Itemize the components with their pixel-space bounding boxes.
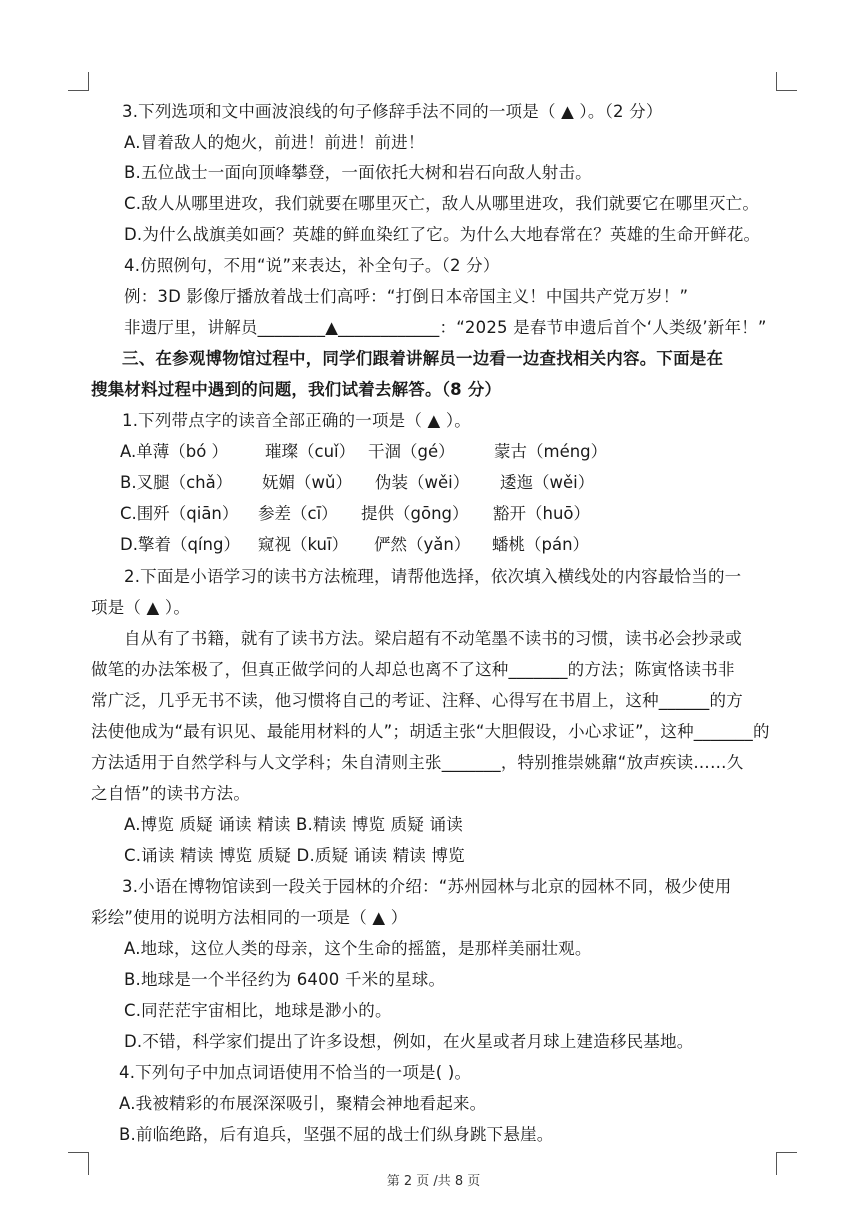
question-2-stem-cont: 项是（ ▲ ）。 (91, 598, 191, 617)
pinyin-cell: 豁开（huō） (493, 504, 591, 523)
question-3b-stem-cont: 彩绘”使用的说明方法相同的一项是（ ▲ ） (91, 908, 408, 927)
pinyin-cell: 提供（gōng） (361, 504, 469, 523)
pinyin-cell: 璀璨（cuǐ） (265, 442, 356, 461)
pinyin-cell: B.叉腿（chǎ） (120, 473, 233, 492)
question-3b-stem: 3.小语在博物馆读到一段关于园林的介绍：“苏州园林与北京的园林不同，极少使用 (122, 877, 732, 896)
passage-line: 法使他成为“最有识见、最能用材料的人”；胡适主张“大胆假设，小心求证”，这种_______的 (91, 722, 770, 741)
pinyin-cell: 干涸（gé） (368, 442, 455, 461)
q2-options-ab: A.博览 质疑 诵读 精读 B.精读 博览 质疑 诵读 (124, 815, 463, 834)
question-1-stem: 1.下列带点字的读音全部正确的一项是（ ▲ ）。 (122, 411, 471, 430)
q3b-option-c: C.同茫茫宇宙相比，地球是渺小的。 (124, 1001, 392, 1020)
pinyin-cell: 蒙古（méng） (494, 442, 608, 461)
q3-option-b: B.五位战士一面向顶峰攀登，一面依托大树和岩石向敌人射击。 (124, 163, 592, 182)
pinyin-cell: C.围歼（qiān） (120, 504, 239, 523)
page-number-footer: 第 2 页 /共 8 页 (386, 1174, 481, 1189)
q4-blank-sentence: 非遗厅里，讲解员________▲____________：“2025 是春节申遗后首个‘人类级’新年！” (124, 318, 767, 337)
q4-example: 例：3D 影像厅播放着战士们高呼：“打倒日本帝国主义！中国共产党万岁！” (124, 287, 689, 306)
section-3-heading-cont: 搜集材料过程中遇到的问题，我们试着去解答。（8 分） (91, 380, 502, 399)
pinyin-cell: 逶迤（wěi） (500, 473, 595, 492)
passage-line: 之自悟”的读书方法。 (91, 784, 251, 803)
section-3-heading: 三、在参观博物馆过程中，同学们跟着讲解员一边看一边查找相关内容。下面是在 (122, 349, 724, 368)
q3-option-c: C.敌人从哪里进攻，我们就要在哪里灭亡，敌人从哪里进攻，我们就要它在哪里灭亡。 (124, 194, 760, 213)
question-4b-stem: 4.下列句子中加点词语使用不恰当的一项是( )。 (119, 1063, 472, 1082)
passage-line: 方法适用于自然学科与人文学科；朱自清则主张_______，特别推崇姚鼐“放声疾读……久 (91, 753, 744, 772)
pinyin-cell: 伪装（wěi） (375, 473, 470, 492)
q3-option-d: D.为什么战旗美如画？英雄的鲜血染红了它。为什么大地春常在？英雄的生命开鲜花。 (124, 225, 761, 244)
question-4-stem: 4.仿照例句，不用“说”来表达，补全句子。（2 分） (124, 256, 500, 275)
crop-mark-top-left (68, 72, 89, 91)
q4b-option-a: A.我被精彩的布展深深吸引，聚精会神地看起来。 (119, 1094, 487, 1113)
question-3-stem: 3.下列选项和文中画波浪线的句子修辞手法不同的一项是（ ▲ ）。（2 分） (122, 102, 663, 121)
q3-option-a: A.冒着敌人的炮火，前进！前进！前进！ (124, 133, 425, 152)
pinyin-cell: 妩媚（wǔ） (262, 473, 352, 492)
pinyin-cell: A.单薄（bó ） (120, 442, 229, 461)
pinyin-cell: 蟠桃（pán） (492, 535, 590, 554)
pinyin-cell: 参差（cī） (258, 504, 338, 523)
crop-mark-top-right (776, 72, 797, 91)
q3b-option-a: A.地球，这位人类的母亲，这个生命的摇篮，是那样美丽壮观。 (124, 939, 592, 958)
q3b-option-d: D.不错，科学家们提出了许多设想，例如，在火星或者月球上建造移民基地。 (124, 1032, 694, 1051)
pinyin-cell: D.擎着（qíng） (120, 535, 240, 554)
passage-line: 常广泛，几乎无书不读，他习惯将自己的考证、注释、心得写在书眉上，这种______的方 (91, 691, 743, 710)
q4b-option-b: B.前临绝路，后有追兵，坚强不屈的战士们纵身跳下悬崖。 (119, 1125, 554, 1144)
q3b-option-b: B.地球是一个半径约为 6400 千米的星球。 (124, 970, 446, 989)
passage-line: 自从有了书籍，就有了读书方法。梁启超有不动笔墨不读书的习惯，读书必会抄录或 (124, 629, 742, 648)
question-2-stem: 2.下面是小语学习的读书方法梳理，请帮他选择，依次填入横线处的内容最恰当的一 (124, 567, 742, 586)
pinyin-cell: 俨然（yǎn） (374, 535, 471, 554)
q2-options-cd: C.诵读 精读 博览 质疑 D.质疑 诵读 精读 博览 (124, 846, 465, 865)
passage-line: 做笔的办法笨极了，但真正做学问的人却总也离不了这种_______的方法；陈寅恪读书非 (91, 660, 735, 679)
pinyin-cell: 窥视（kuī） (258, 535, 349, 554)
